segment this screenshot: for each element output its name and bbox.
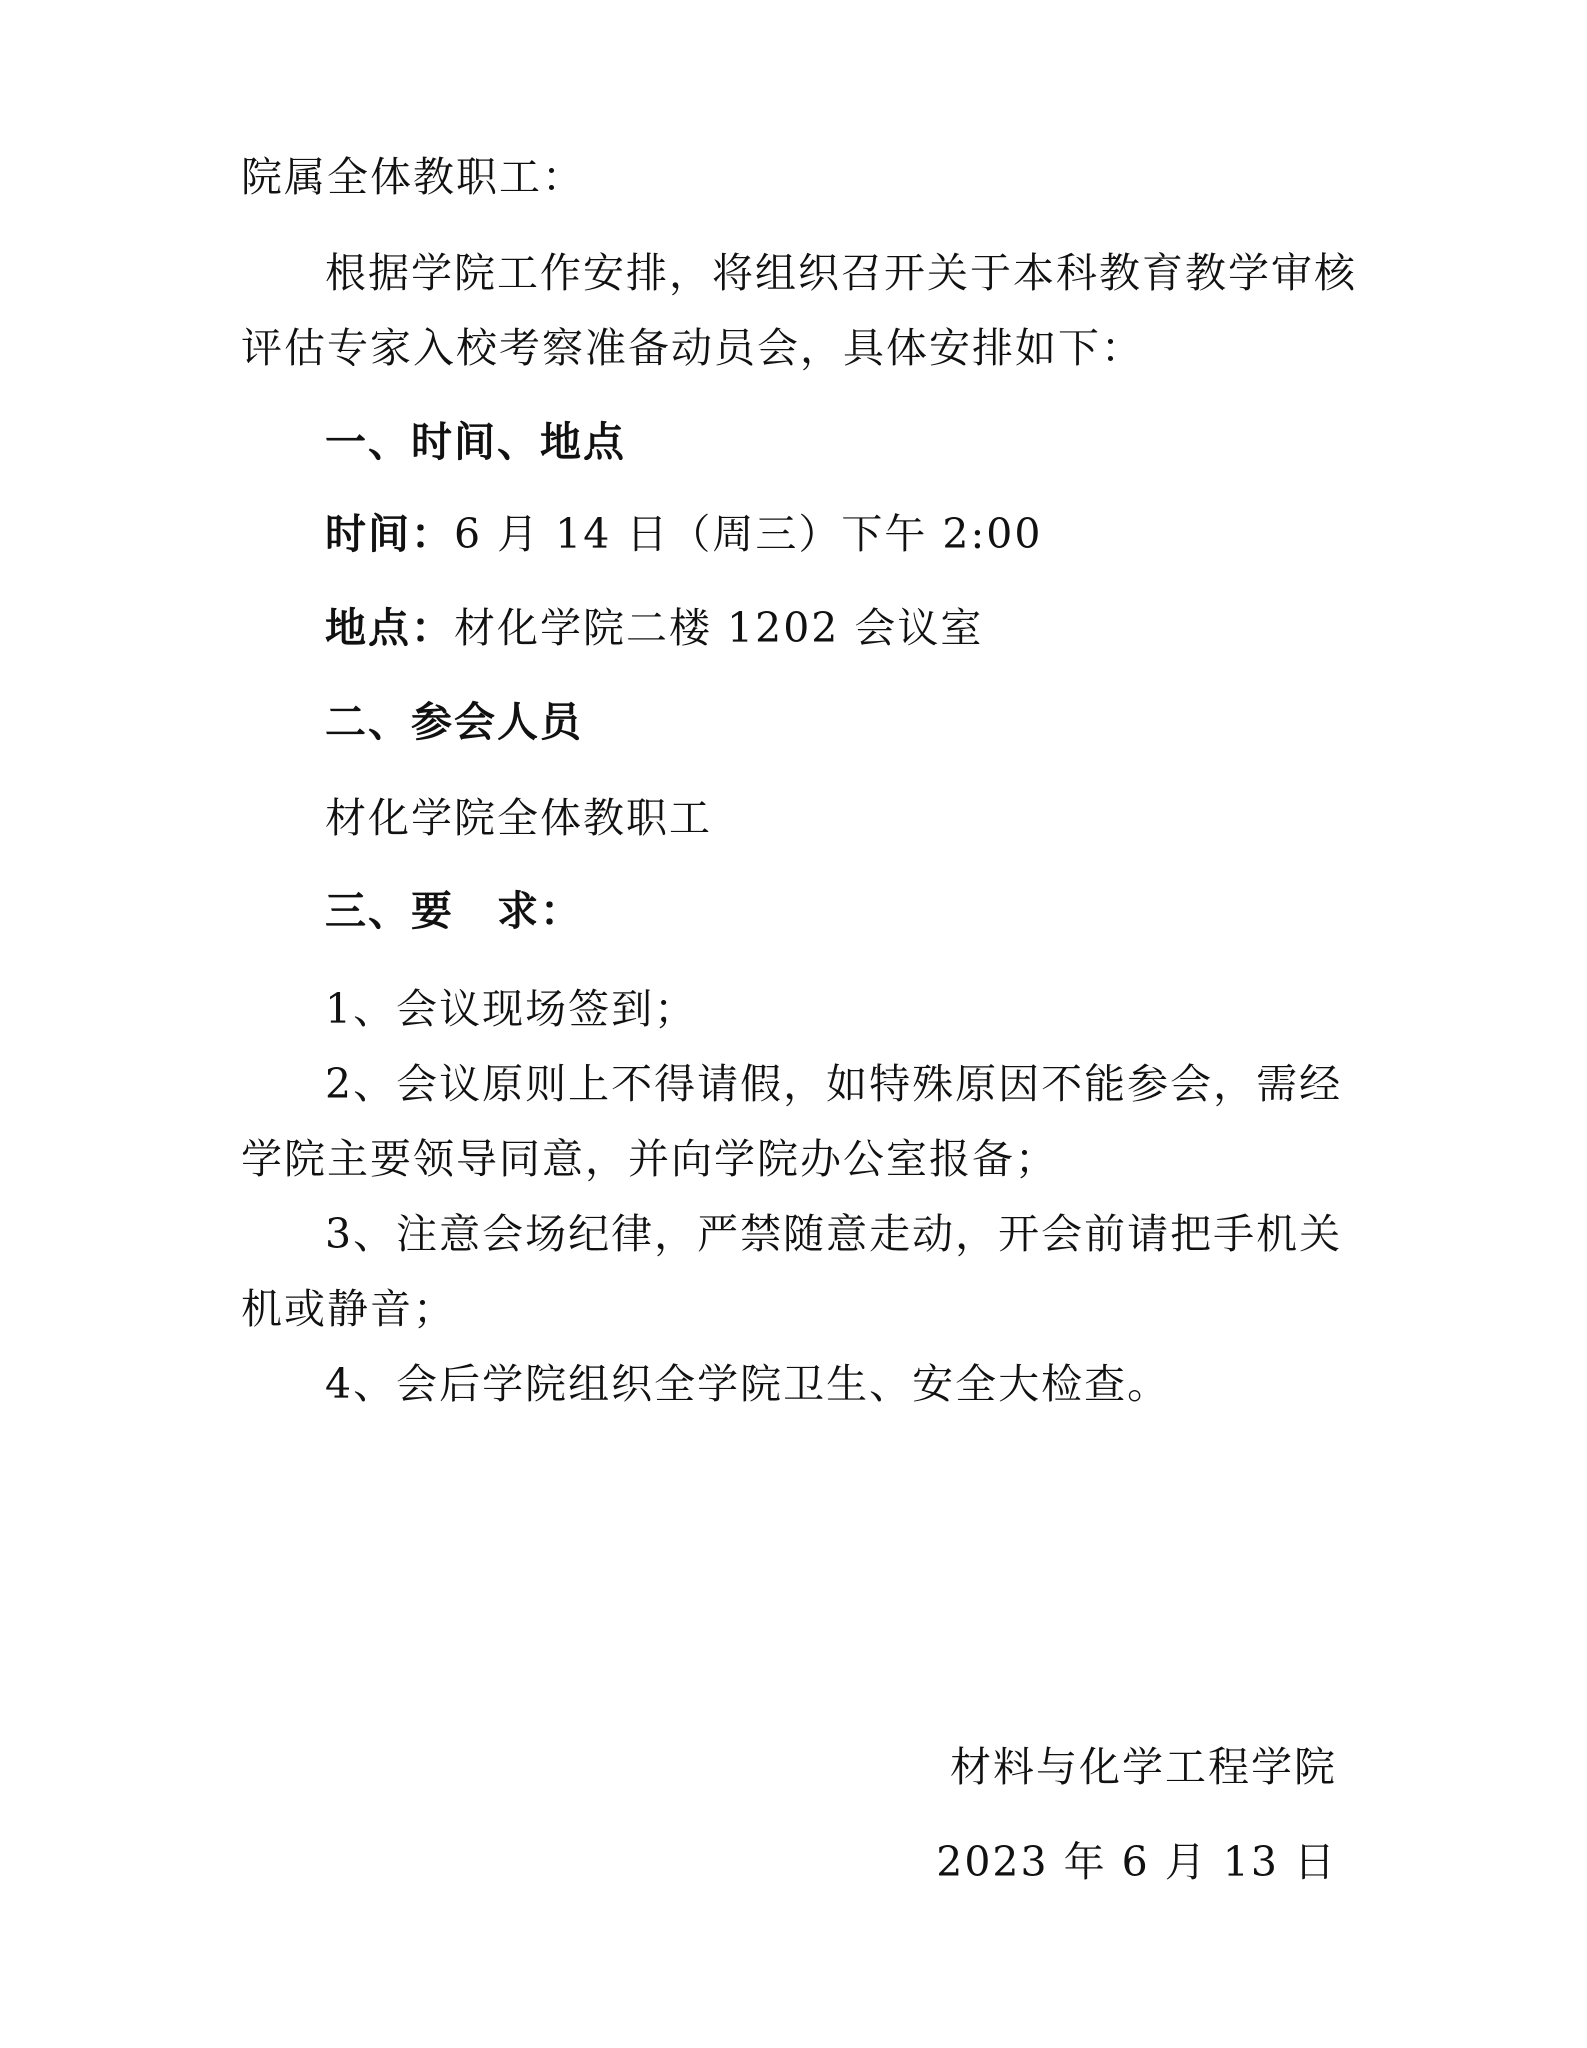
place-line (325, 603, 1425, 653)
time-line (325, 509, 1425, 559)
section-2-heading: 二、参会人员 (325, 698, 583, 746)
section-3-heading: 三、要 求： (325, 887, 583, 935)
intro-line-1: 根据学院工作安排，将组织召开关于本科教育教学审核 (325, 249, 1357, 297)
section-1-heading: 一、时间、地点 (325, 418, 626, 466)
place-value: 材化学院二楼 1202 会议室 (454, 604, 984, 652)
intro-line-2: 评估专家入校考察准备动员会，具体安排如下： (241, 324, 1144, 372)
requirement-item-4: 4、会后学院组织全学院卫生、安全大检查。 (325, 1360, 1171, 1408)
requirement-item-3-line-2: 机或静音； (241, 1285, 456, 1333)
requirement-item-3-line-1: 3、注意会场纪律，严禁随意走动，开会前请把手机关 (325, 1210, 1343, 1258)
time-label: 时间： (325, 510, 454, 558)
section-2-body: 材化学院全体教职工 (325, 794, 712, 842)
signature-date: 2023 年 6 月 13 日 (936, 1838, 1337, 1886)
signature-organization: 材料与化学工程学院 (950, 1743, 1337, 1791)
requirement-item-2-line-2: 学院主要领导同意，并向学院办公室报备； (241, 1135, 1058, 1183)
requirement-item-2-line-1: 2、会议原则上不得请假，如特殊原因不能参会，需经 (325, 1060, 1343, 1108)
salutation: 院属全体教职工： (241, 153, 585, 201)
place-label: 地点： (325, 604, 454, 652)
requirement-item-1: 1、会议现场签到； (325, 985, 698, 1033)
time-value: 6 月 14 日（周三）下午 2:00 (454, 510, 1043, 558)
